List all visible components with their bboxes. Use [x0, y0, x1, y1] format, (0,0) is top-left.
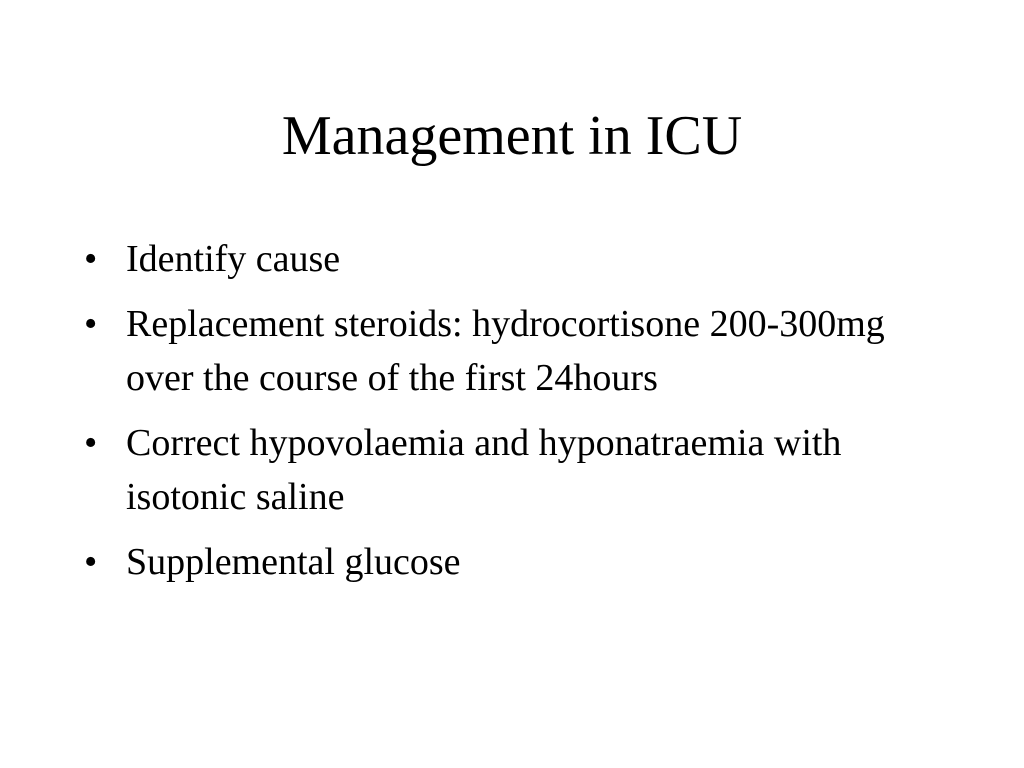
slide-title: Management in ICU	[281, 105, 743, 167]
bullet-text: Replacement steroids: hydrocortisone 200-300mg over the course of the first 24hours	[126, 303, 885, 399]
bullet-item-identify-cause	[80, 232, 930, 286]
bullet-list	[80, 232, 930, 600]
bullet-text: Identify cause	[126, 238, 341, 280]
bullet-item-replacement-steroids	[80, 297, 930, 405]
bullet-item-supplemental-glucose	[80, 535, 930, 589]
bullet-text: Supplemental glucose	[126, 541, 461, 583]
bullet-icon: •	[84, 303, 98, 345]
bullet-icon: •	[84, 541, 98, 583]
bullet-icon: •	[84, 238, 98, 280]
bullet-text: Correct hypovolaemia and hyponatraemia with isotonic saline	[126, 422, 842, 518]
bullet-icon: •	[84, 422, 98, 464]
bullet-item-correct-hypovolaemia	[80, 416, 930, 524]
